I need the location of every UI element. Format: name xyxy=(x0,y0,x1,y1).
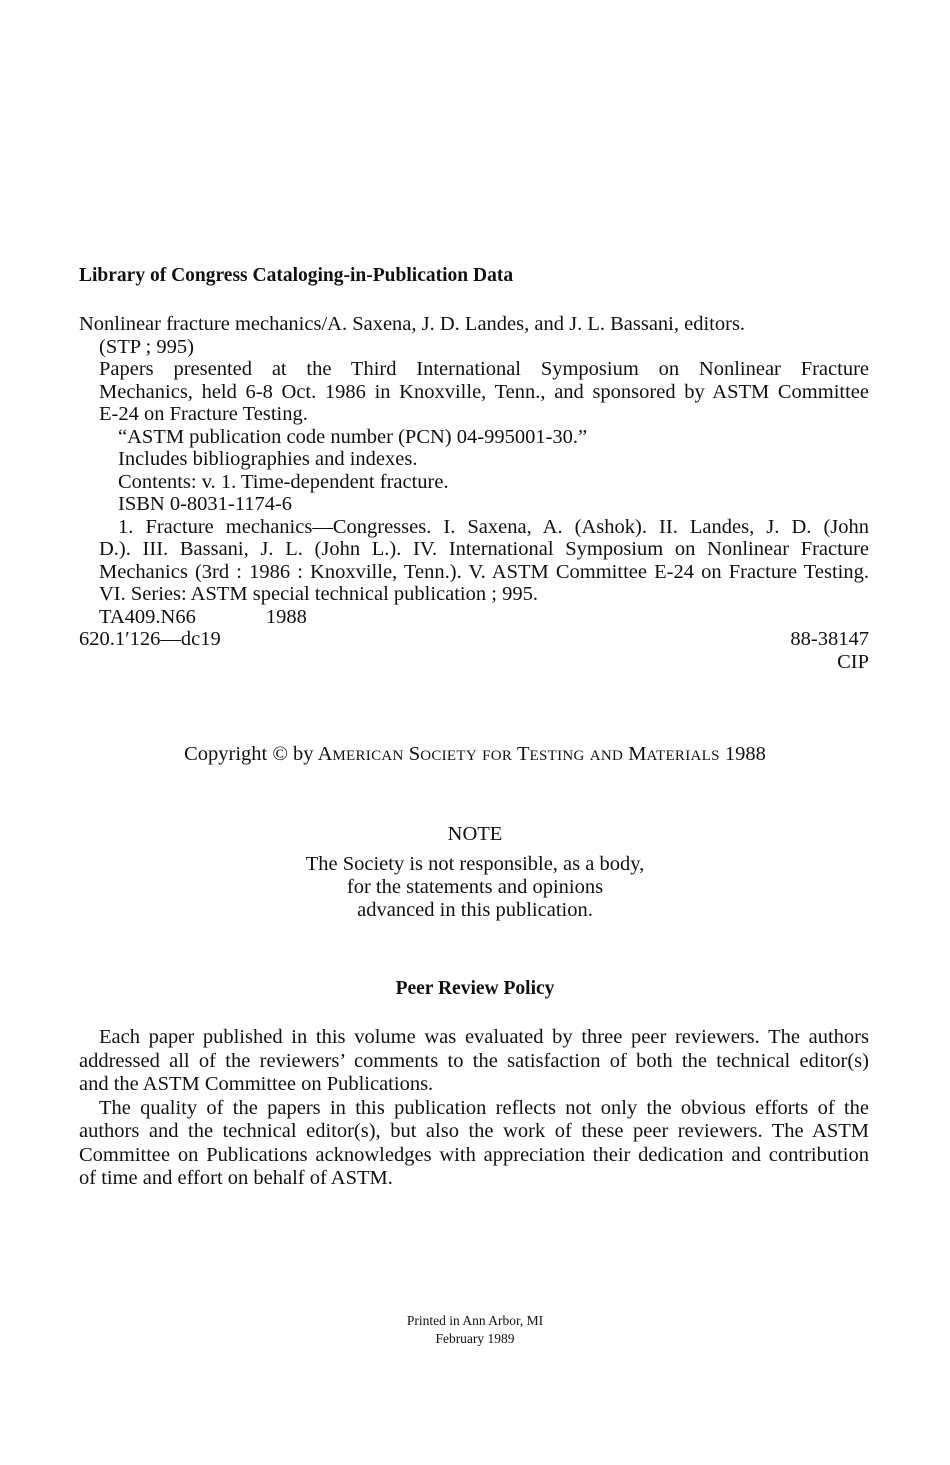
peer-review-line: Each paper published in this volume was evaluated by three peer reviewers. The authors xyxy=(99,1026,869,1048)
note-title: NOTE xyxy=(447,823,503,845)
cip-isbn-line: ISBN 0-8031-1174-6 xyxy=(118,493,293,515)
call-year: 1988 xyxy=(265,605,307,628)
note-line: The Society is not responsible, as a body, xyxy=(305,853,645,875)
note-body xyxy=(0,853,950,922)
cip-subject-line: D.). III. Bassani, J. L. (John L.). IV. International Symposium on Nonlinear Fracture xyxy=(99,538,869,560)
cip-note-line: E-24 on Fracture Testing. xyxy=(99,403,308,425)
cip-note-line: Papers presented at the Third International Symposium on Nonlinear Fracture xyxy=(99,358,869,380)
peer-review-line: addressed all of the reviewers’ comments to the satisfaction of both the technical editor(s) xyxy=(79,1049,869,1072)
cip-bibliography-line: Includes bibliographies and indexes. xyxy=(118,448,418,470)
society-word: FOR xyxy=(482,748,513,764)
peer-review-line: Committee on Publications acknowledges with appreciation their dedication and contribution xyxy=(79,1143,869,1166)
peer-review-line: of time and effort on behalf of ASTM. xyxy=(79,1167,393,1189)
peer-review-line: authors and the technical editor(s), but also the work of these peer reviewers. The ASTM xyxy=(79,1120,869,1142)
dewey-number: 620.1′126—dc19 xyxy=(79,628,221,650)
copyright-year: 1988 xyxy=(724,743,766,765)
society-word: AND xyxy=(589,748,624,764)
copyright-line xyxy=(0,742,950,768)
note-line: advanced in this publication. xyxy=(357,899,593,921)
cip-pcn-line: “ASTM publication code number (PCN) 04-995001-30.” xyxy=(118,425,588,448)
cip-mark-row xyxy=(79,651,869,674)
cip-note-line: Mechanics, held 6-8 Oct. 1986 in Knoxville, Tenn., and sponsored by ASTM Committee xyxy=(99,380,869,403)
note-line: for the statements and opinions xyxy=(346,876,604,898)
peer-review-title: Peer Review Policy xyxy=(395,978,555,999)
printed-info xyxy=(0,1312,950,1348)
peer-review-body xyxy=(79,1026,869,1191)
printed-date: February 1989 xyxy=(435,1331,515,1346)
cip-contents-line: Contents: v. 1. Time-dependent fracture. xyxy=(118,470,449,493)
cip-record xyxy=(79,313,869,673)
call-number: TA409.N66 xyxy=(99,605,196,628)
cip-subject-line: Mechanics (3rd : 1986 : Knoxville, Tenn.). V. ASTM Committee E-24 on Fracture Testing. xyxy=(99,560,869,583)
cip-call-number-line xyxy=(79,606,869,629)
cip-mark: CIP xyxy=(837,650,869,673)
lccn-number: 88-38147 xyxy=(790,628,869,650)
peer-review-line: and the ASTM Committee on Publications. xyxy=(79,1073,434,1095)
society-word: SOCIETY xyxy=(408,743,477,765)
society-word: MATERIALS xyxy=(628,743,720,765)
copyright-prefix: Copyright © by xyxy=(184,743,314,765)
printed-location: Printed in Ann Arbor, MI xyxy=(406,1313,544,1328)
society-word: AMERICAN xyxy=(317,743,404,765)
society-name xyxy=(318,743,720,765)
cip-title-line: Nonlinear fracture mechanics/A. Saxena, J. D. Landes, and J. L. Bassani, editors. xyxy=(79,313,746,335)
peer-review-line: The quality of the papers in this publication reflects not only the obvious efforts of the xyxy=(99,1096,869,1119)
cip-dewey-row xyxy=(79,628,869,651)
cip-heading: Library of Congress Cataloging-in-Publication Data xyxy=(79,265,514,286)
cip-series-line: (STP ; 995) xyxy=(99,335,194,358)
society-word: TESTING xyxy=(516,743,585,765)
cip-subject-line: VI. Series: ASTM special technical publication ; 995. xyxy=(99,583,538,605)
cip-subject-line: 1. Fracture mechanics—Congresses. I. Saxena, A. (Ashok). II. Landes, J. D. (John xyxy=(118,515,869,538)
